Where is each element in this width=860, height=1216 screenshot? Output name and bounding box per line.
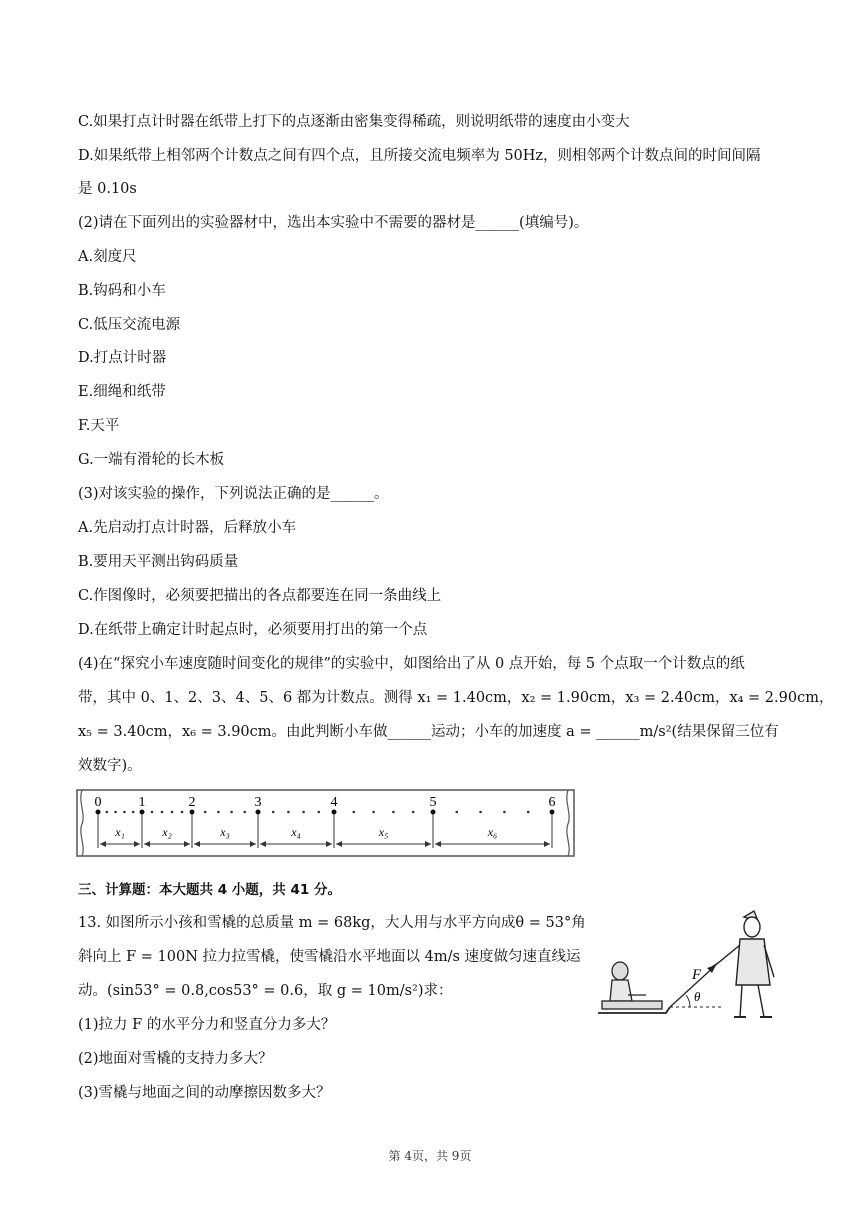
tape-dot <box>503 811 506 814</box>
text-line: (2)请在下面列出的实验器材中，选出本实验中不需要的器材是______(填编号)。 <box>78 215 589 231</box>
force-label: F <box>692 967 702 983</box>
segment-label: x₅ <box>378 825 389 839</box>
child-on-sled <box>598 962 670 1013</box>
tape-dot <box>171 811 174 814</box>
tape-dot <box>272 811 275 814</box>
text-line: 效数字)。 <box>78 758 142 774</box>
text-line: E.细绳和纸带 <box>78 384 166 400</box>
text-line: C.作图像时，必须要把描出的各点都要连在同一条曲线上 <box>78 588 442 604</box>
text-line: D.如果纸带上相邻两个计数点之间有四个点，且所接交流电频率为 50Hz，则相邻两个计数点间的时间间隔 <box>78 148 761 164</box>
segment-label: x₁ <box>115 825 125 839</box>
text-line: A.先启动打点计时器，后释放小车 <box>78 520 297 536</box>
text-line: A.刻度尺 <box>78 249 137 265</box>
count-point <box>256 810 261 815</box>
angle-label: θ <box>694 989 701 1004</box>
tape-dot <box>244 811 247 814</box>
tape-point-label: 6 <box>548 795 556 810</box>
count-point <box>431 810 436 815</box>
tape-dot <box>217 811 220 814</box>
text-line: (3)雪橇与地面之间的动摩擦因数多大？ <box>78 1085 331 1101</box>
tape-dot <box>392 811 395 814</box>
text-line: (3)对该实验的操作，下列说法正确的是______。 <box>78 486 389 502</box>
tape-dot <box>114 811 117 814</box>
tape-dot <box>151 811 154 814</box>
tape-dot <box>456 811 459 814</box>
text-line: B.要用天平测出钩码质量 <box>78 554 239 570</box>
count-point <box>550 810 555 815</box>
text-line: D.在纸带上确定计时起点时，必须要用打出的第一个点 <box>78 622 428 638</box>
tape-dot <box>230 811 233 814</box>
text-line: C.低压交流电源 <box>78 317 181 333</box>
tape-point-label: 1 <box>138 795 146 810</box>
tape-dot <box>161 811 164 814</box>
text-line: 13. 如图所示小孩和雪橇的总质量 m = 68kg，大人用与水平方向成θ = 53°角 <box>78 915 586 931</box>
tape-dot <box>287 811 290 814</box>
tape-dot <box>353 811 356 814</box>
text-line: D.打点计时器 <box>78 350 167 366</box>
tape-dot <box>132 811 135 814</box>
count-point <box>332 810 337 815</box>
text-line: F.天平 <box>78 418 120 434</box>
tape-dot <box>123 811 126 814</box>
segment-label: x₄ <box>291 825 301 839</box>
segment-label: x₂ <box>162 825 172 839</box>
text-line: (2)地面对雪橇的支持力多大？ <box>78 1051 273 1067</box>
text-line: 动。(sin53° = 0.8,cos53° = 0.6，取 g = 10m/s²)求： <box>78 983 453 999</box>
text-line: C.如果打点计时器在纸带上打下的点逐渐由密集变得稀疏，则说明纸带的速度由小变大 <box>78 114 630 130</box>
segment-label: x₃ <box>220 825 230 839</box>
text-line: 带，其中 0、1、2、3、4、5、6 都为计数点。测得 x₁ = 1.40cm，x₂ = 1.90cm，x₃ = 2.40cm，x₄ = 2.90cm， <box>78 690 834 706</box>
tape-dot <box>479 811 482 814</box>
count-point <box>96 810 101 815</box>
tape-dot <box>318 811 321 814</box>
text-line: (4)在“探究小车速度随时间变化的规律”的实验中，如图给出了从 0 点开始，每 5 个点取一个计数点的纸 <box>78 656 745 672</box>
tape-point-label: 2 <box>188 795 196 810</box>
text-line: B.钩码和小车 <box>78 283 166 299</box>
tape-dot <box>527 811 530 814</box>
adult-figure <box>712 911 774 1017</box>
tape-point-label: 4 <box>330 795 338 810</box>
tape-point-label: 5 <box>429 795 437 810</box>
text-line: 是 0.10s <box>78 181 137 197</box>
sled-diagram <box>594 905 784 1030</box>
count-point <box>140 810 145 815</box>
count-point <box>190 810 195 815</box>
tape-dot <box>204 811 207 814</box>
tape-dot <box>302 811 305 814</box>
tape-dot <box>412 811 415 814</box>
text-line: G.一端有滑轮的长木板 <box>78 452 225 468</box>
text-line: (1)拉力 F 的水平分力和竖直分力多大？ <box>78 1017 336 1033</box>
page-footer: 第 4页，共 9页 <box>388 1149 472 1163</box>
text-line: 斜向上 F = 100N 拉力拉雪橇，使雪橇沿水平地面以 4m/s 速度做匀速直线运 <box>78 949 581 965</box>
segment-label: x₆ <box>487 825 498 839</box>
tape-dot <box>106 811 109 814</box>
tape-point-label: 0 <box>94 795 102 810</box>
tape-point-label: 3 <box>254 795 262 810</box>
text-line: 三、计算题：本大题共 4 小题，共 41 分。 <box>78 882 341 898</box>
tape-dot <box>181 811 184 814</box>
tape-dot <box>372 811 375 814</box>
paper-tape-figure <box>76 788 576 860</box>
text-line: x₅ = 3.40cm，x₆ = 3.90cm。由此判断小车做______运动；小车的加速度 a = ______m/s²(结果保留三位有 <box>78 724 779 740</box>
